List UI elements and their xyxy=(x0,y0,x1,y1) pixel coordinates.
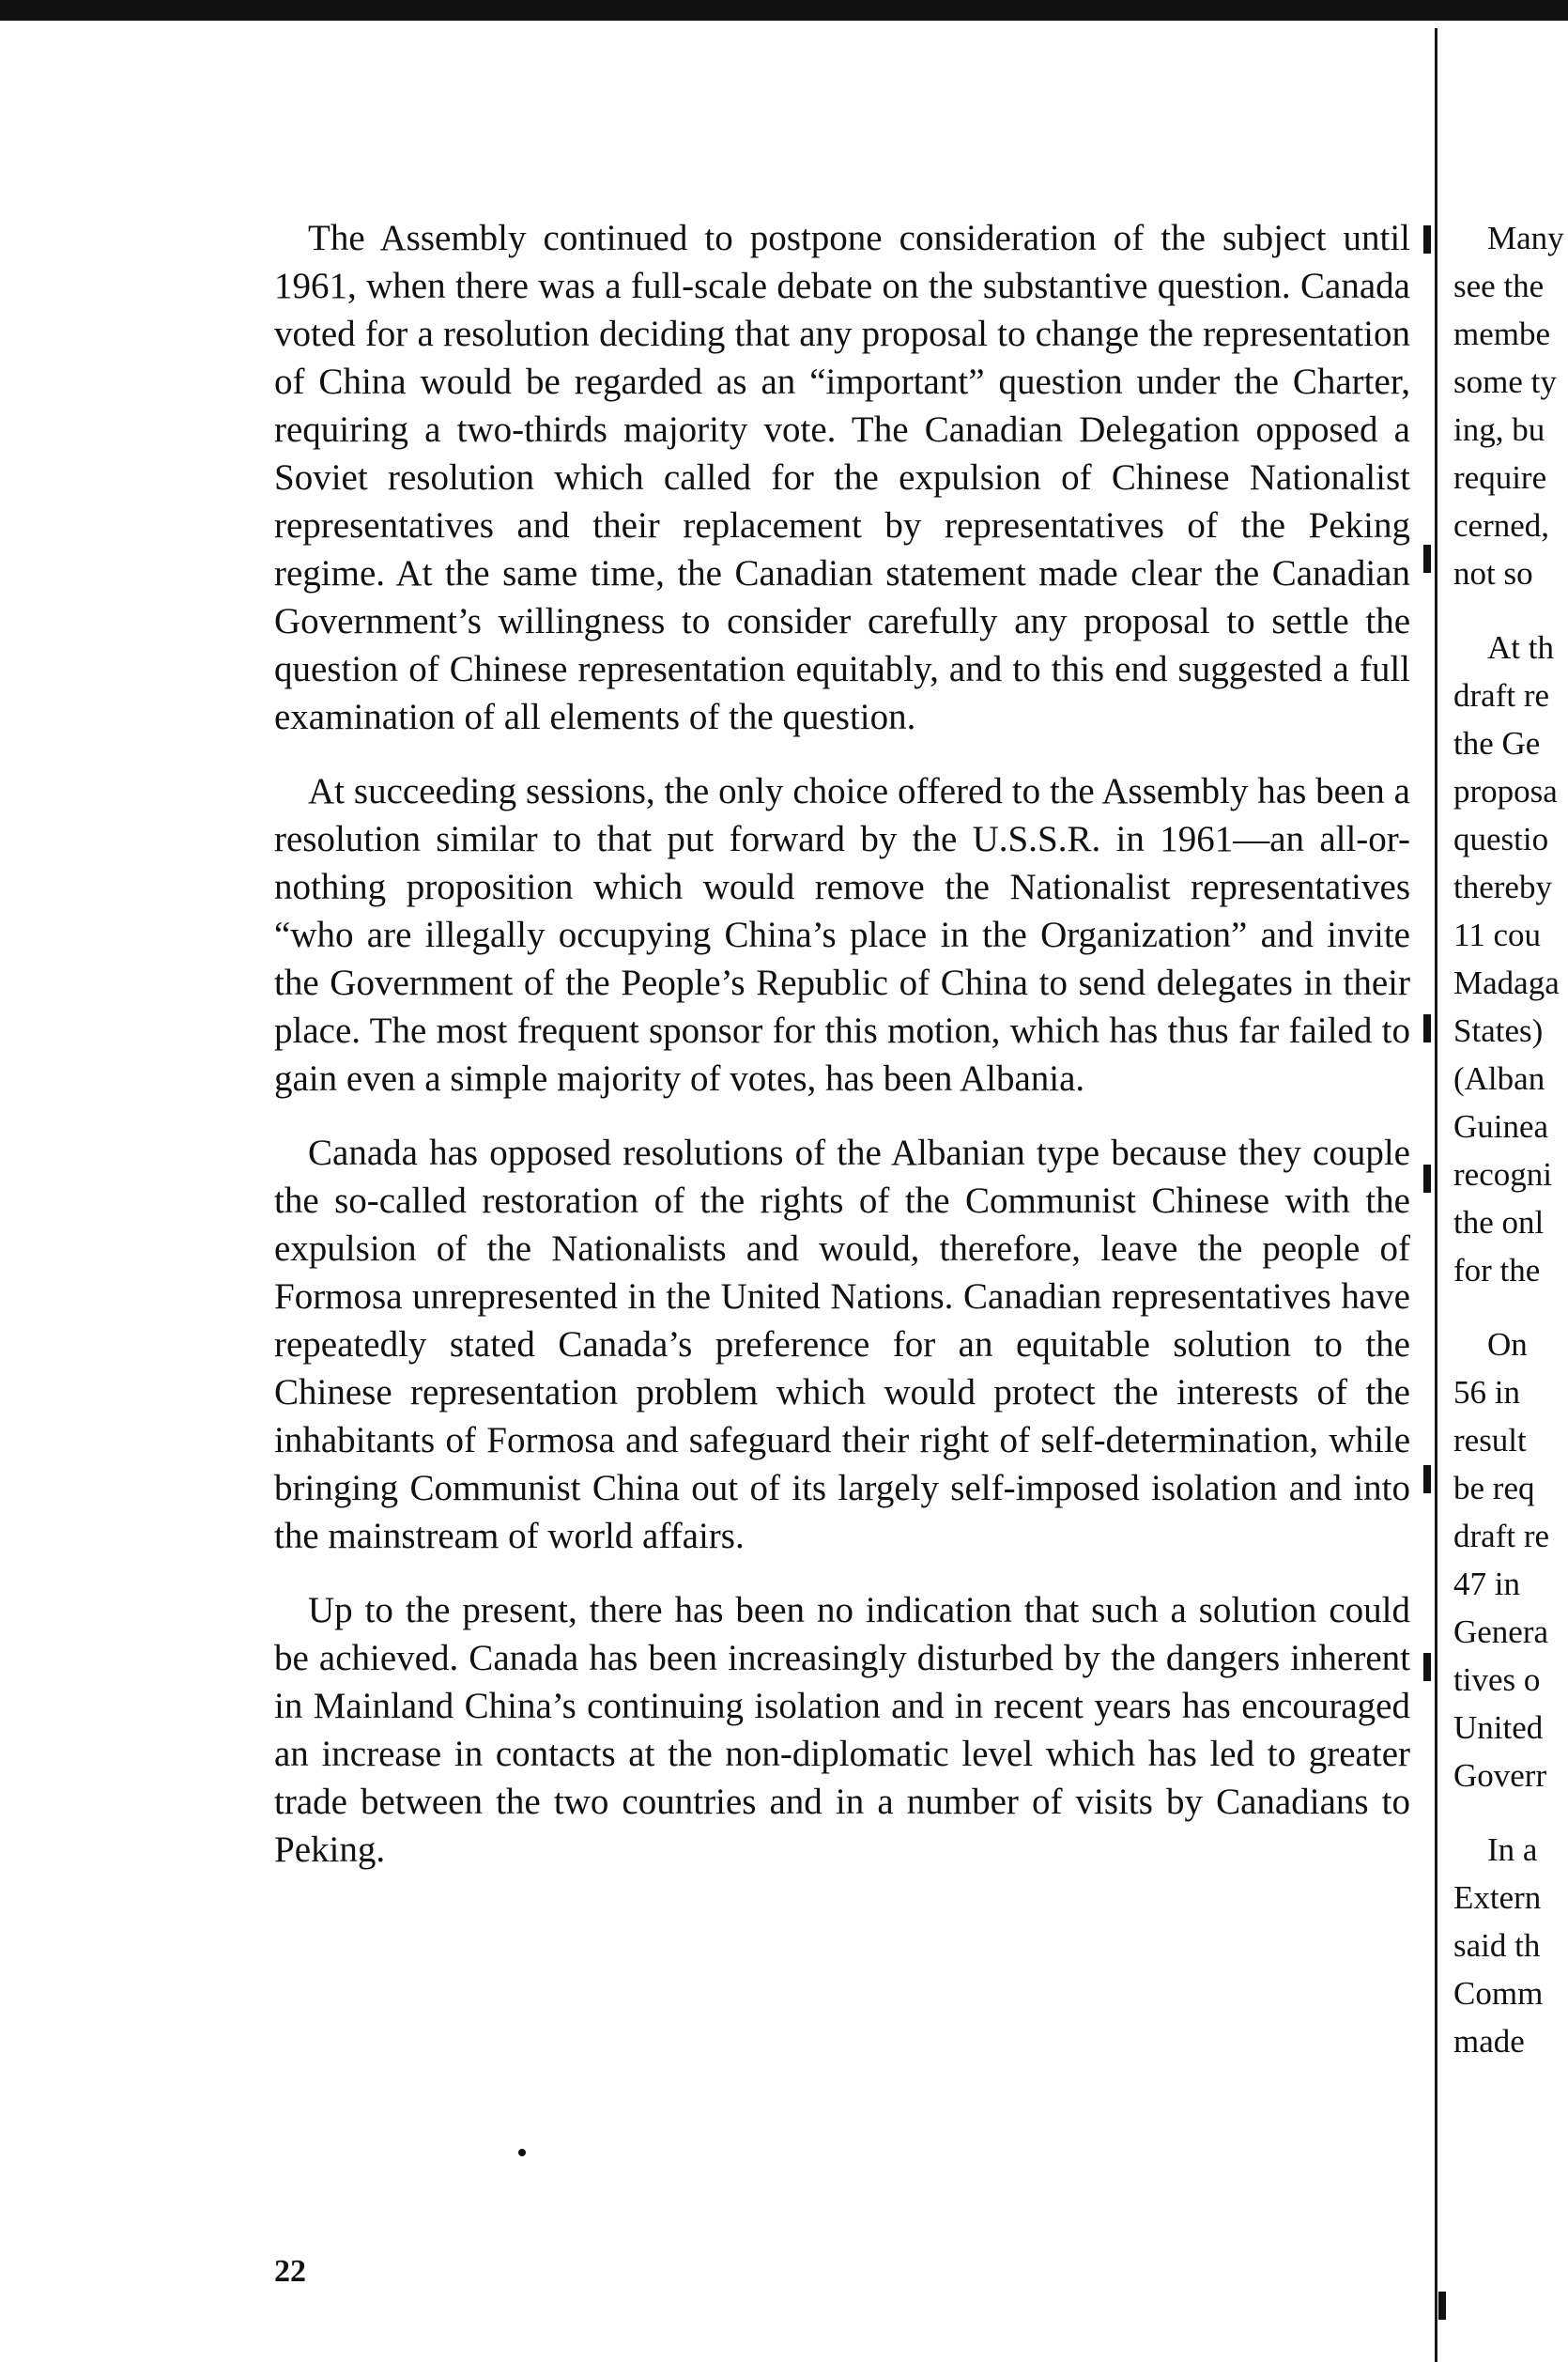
line-fragment: require xyxy=(1453,459,1547,496)
line-fragment: Guinea xyxy=(1453,1108,1549,1145)
right-paragraph xyxy=(1453,1826,1568,2065)
paragraph: The Assembly continued to postpone consideration of the subject until 1961, when there was a full-scale debate on the substantive question. Canada voted for a resolution deciding that any proposal to change the representation of China would be regarded as an “important” question under the Charter, requiring a two-thirds majority vote. The Canadian Delegation opposed a Soviet resolution which called for the expulsion of Chinese Nationalist representatives and their replacement by representatives of the Peking regime. At the same time, the Canadian statement made clear the Canadian Government’s willingness to consider carefully any proposal to settle the question of Chinese representation equitably, and to this end suggested a full examination of all elements of the question. xyxy=(274,218,1410,737)
line-fragment: proposa xyxy=(1453,773,1558,810)
line-fragment: some ty xyxy=(1453,363,1557,400)
right-paragraph xyxy=(1453,1320,1568,1799)
right-page-text-cropped xyxy=(1453,214,1568,2092)
line-fragment: tives o xyxy=(1453,1661,1541,1698)
gutter-mark xyxy=(1423,545,1431,573)
right-paragraph xyxy=(1453,214,1568,597)
gutter-mark xyxy=(1423,1014,1431,1042)
line-fragment: not so xyxy=(1453,555,1533,592)
gutter-mark xyxy=(1438,2292,1446,2320)
line-fragment: At th xyxy=(1487,629,1554,666)
line-fragment: Goverr xyxy=(1453,1757,1547,1794)
line-fragment: In a xyxy=(1487,1831,1538,1868)
line-fragment: 56 in xyxy=(1453,1374,1520,1411)
line-fragment: Many xyxy=(1487,220,1564,256)
line-fragment: draft re xyxy=(1453,677,1550,714)
line-fragment: the Ge xyxy=(1453,725,1541,762)
page-number: 22 xyxy=(274,2254,306,2289)
line-fragment: United xyxy=(1453,1709,1544,1746)
left-page-text xyxy=(274,214,1410,1900)
line-fragment: (Alban xyxy=(1453,1060,1545,1097)
line-fragment: Genera xyxy=(1453,1613,1549,1650)
line-fragment: ing, bu xyxy=(1453,411,1545,448)
line-fragment: 11 cou xyxy=(1453,917,1541,953)
line-fragment: recogni xyxy=(1453,1156,1552,1193)
scan-top-edge xyxy=(0,0,1568,21)
line-fragment: see the xyxy=(1453,268,1545,304)
line-fragment: cerned, xyxy=(1453,507,1550,544)
line-fragment: the onl xyxy=(1453,1204,1545,1241)
line-fragment: On xyxy=(1487,1326,1528,1363)
line-fragment: said th xyxy=(1453,1927,1541,1964)
line-fragment: made xyxy=(1453,2023,1525,2060)
line-fragment: be req xyxy=(1453,1470,1535,1506)
line-fragment: questio xyxy=(1453,821,1549,857)
line-fragment: Extern xyxy=(1453,1879,1542,1916)
paragraph: Canada has opposed resolutions of the Albanian type because they couple the so-called restoration of the rights of the Communist Chinese with the expulsion of the Nationalists and would, therefore, leave the people of Formosa unrepresented in the United Nations. Canadian representatives have repeatedly stated Canada’s preference for an equitable solution to the Chinese representation problem which would protect the interests of the inhabitants of Formosa and safeguard their right of self-determination, while bringing Communist China out of its largely self-imposed isolation and into the mainstream of world affairs. xyxy=(274,1133,1410,1556)
gutter-mark xyxy=(1423,1165,1431,1193)
gutter-mark xyxy=(1423,1465,1431,1493)
gutter-mark xyxy=(1423,225,1431,254)
line-fragment: Madaga xyxy=(1453,965,1560,1001)
line-fragment: draft re xyxy=(1453,1518,1550,1554)
line-fragment: States) xyxy=(1453,1012,1544,1049)
line-fragment: Comm xyxy=(1453,1975,1544,2012)
paragraph: At succeeding sessions, the only choice offered to the Assembly has been a resolution similar to that put forward by the U.S.S.R. in 1961—an all-or-nothing proposition which would remove the Nationalist representatives “who are illegally occupying China’s place in the Organization” and invite the Government of the People’s Republic of China to send delegates in their place. The most frequent sponsor for this motion, which has thus far failed to gain even a simple majority of votes, has been Albania. xyxy=(274,771,1410,1099)
line-fragment: membe xyxy=(1453,316,1551,352)
line-fragment: for the xyxy=(1453,1252,1541,1289)
ink-dot xyxy=(518,2149,526,2156)
gutter-mark xyxy=(1423,1653,1431,1681)
line-fragment: 47 in xyxy=(1453,1566,1520,1602)
paragraph: Up to the present, there has been no indication that such a solution could be achieved. Canada has been increasingly disturbed by the dangers inherent in Mainland China’s continuing isolation and in recent years has encouraged an increase in contacts at the non-diplomatic level which has led to greater trade between the two countries and in a number of visits by Canadians to Peking. xyxy=(274,1590,1410,1870)
line-fragment: result xyxy=(1453,1422,1527,1459)
right-paragraph xyxy=(1453,624,1568,1294)
page-gutter xyxy=(1435,28,1437,2362)
line-fragment: thereby xyxy=(1453,869,1552,905)
